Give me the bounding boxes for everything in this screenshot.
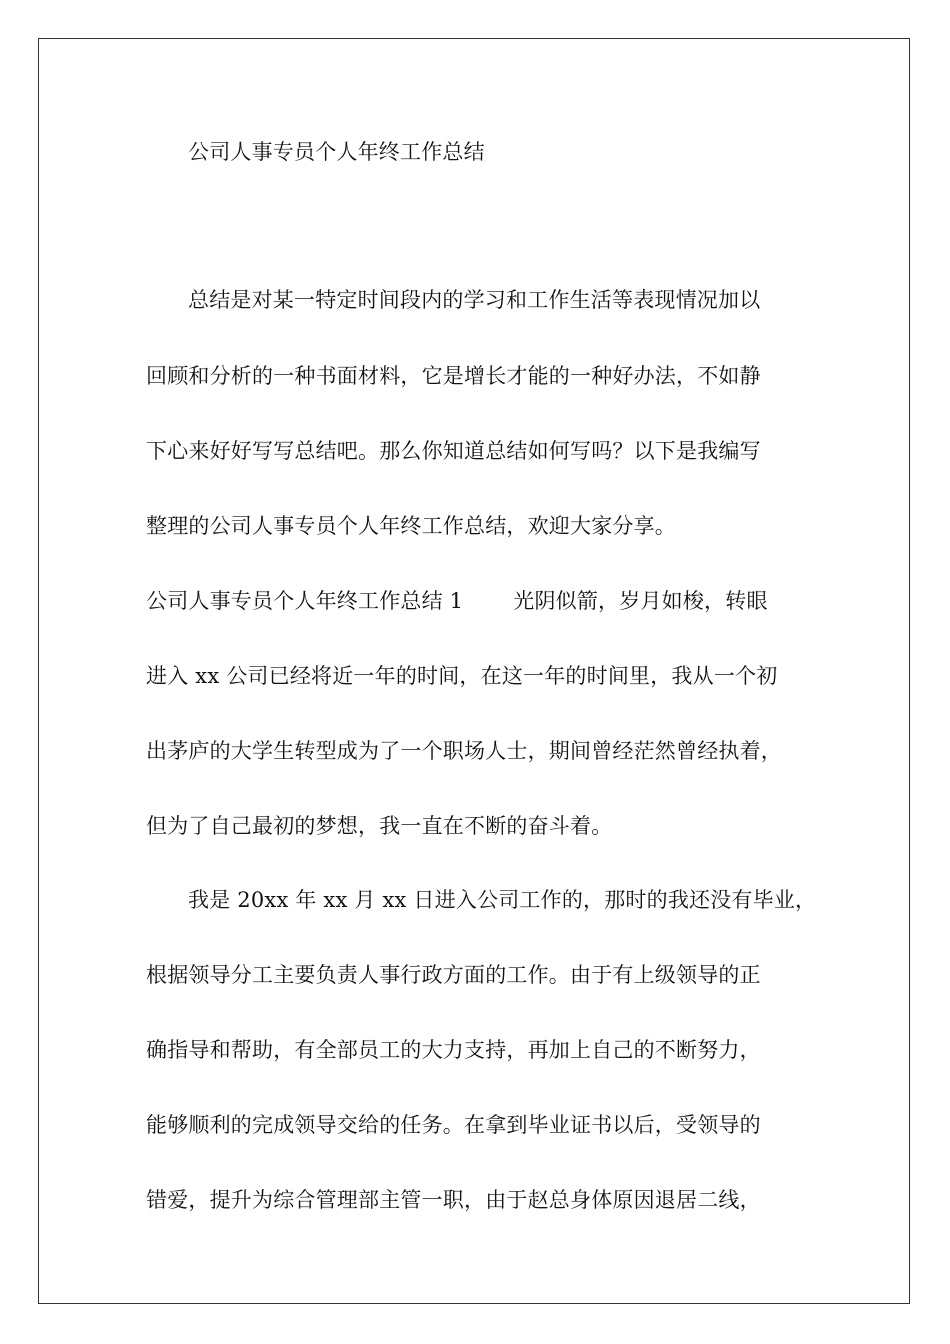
intro-line-2: 回顾和分析的一种书面材料，它是增长才能的一种好办法，不如静: [146, 364, 761, 388]
intro-line-3: 下心来好好写写总结吧。那么你知道总结如何写吗？以下是我编写: [146, 439, 761, 463]
document-title: 公司人事专员个人年终工作总结: [188, 140, 485, 164]
para2-line-3: 确指导和帮助，有全部员工的大力支持，再加上自己的不断努力，: [146, 1038, 761, 1062]
para1-line-2: 出茅庐的大学生转型成为了一个职场人士，期间曾经茫然曾经执着，: [146, 739, 782, 763]
para1-line-3: 但为了自己最初的梦想，我一直在不断的奋斗着。: [146, 814, 613, 838]
para1-line-1: 进入 xx 公司已经将近一年的时间，在这一年的时间里，我从一个初: [146, 664, 778, 688]
section-first-line-text: 光阴似箭，岁月如梭，转眼: [513, 589, 768, 613]
para2-line-2: 根据领导分工主要负责人事行政方面的工作。由于有上级领导的正: [146, 963, 761, 987]
section-heading-line: [146, 589, 768, 613]
section-heading: 公司人事专员个人年终工作总结 1: [146, 589, 464, 613]
para2-line-4: 能够顺利的完成领导交给的任务。在拿到毕业证书以后，受领导的: [146, 1113, 761, 1137]
para2-line-5: 错爱，提升为综合管理部主管一职，由于赵总身体原因退居二线，: [146, 1188, 761, 1212]
para2-line-1: 我是 20xx 年 xx 月 xx 日进入公司工作的，那时的我还没有毕业，: [188, 888, 817, 912]
intro-line-4: 整理的公司人事专员个人年终工作总结，欢迎大家分享。: [146, 514, 676, 538]
intro-line-1: 总结是对某一特定时间段内的学习和工作生活等表现情况加以: [188, 288, 761, 312]
